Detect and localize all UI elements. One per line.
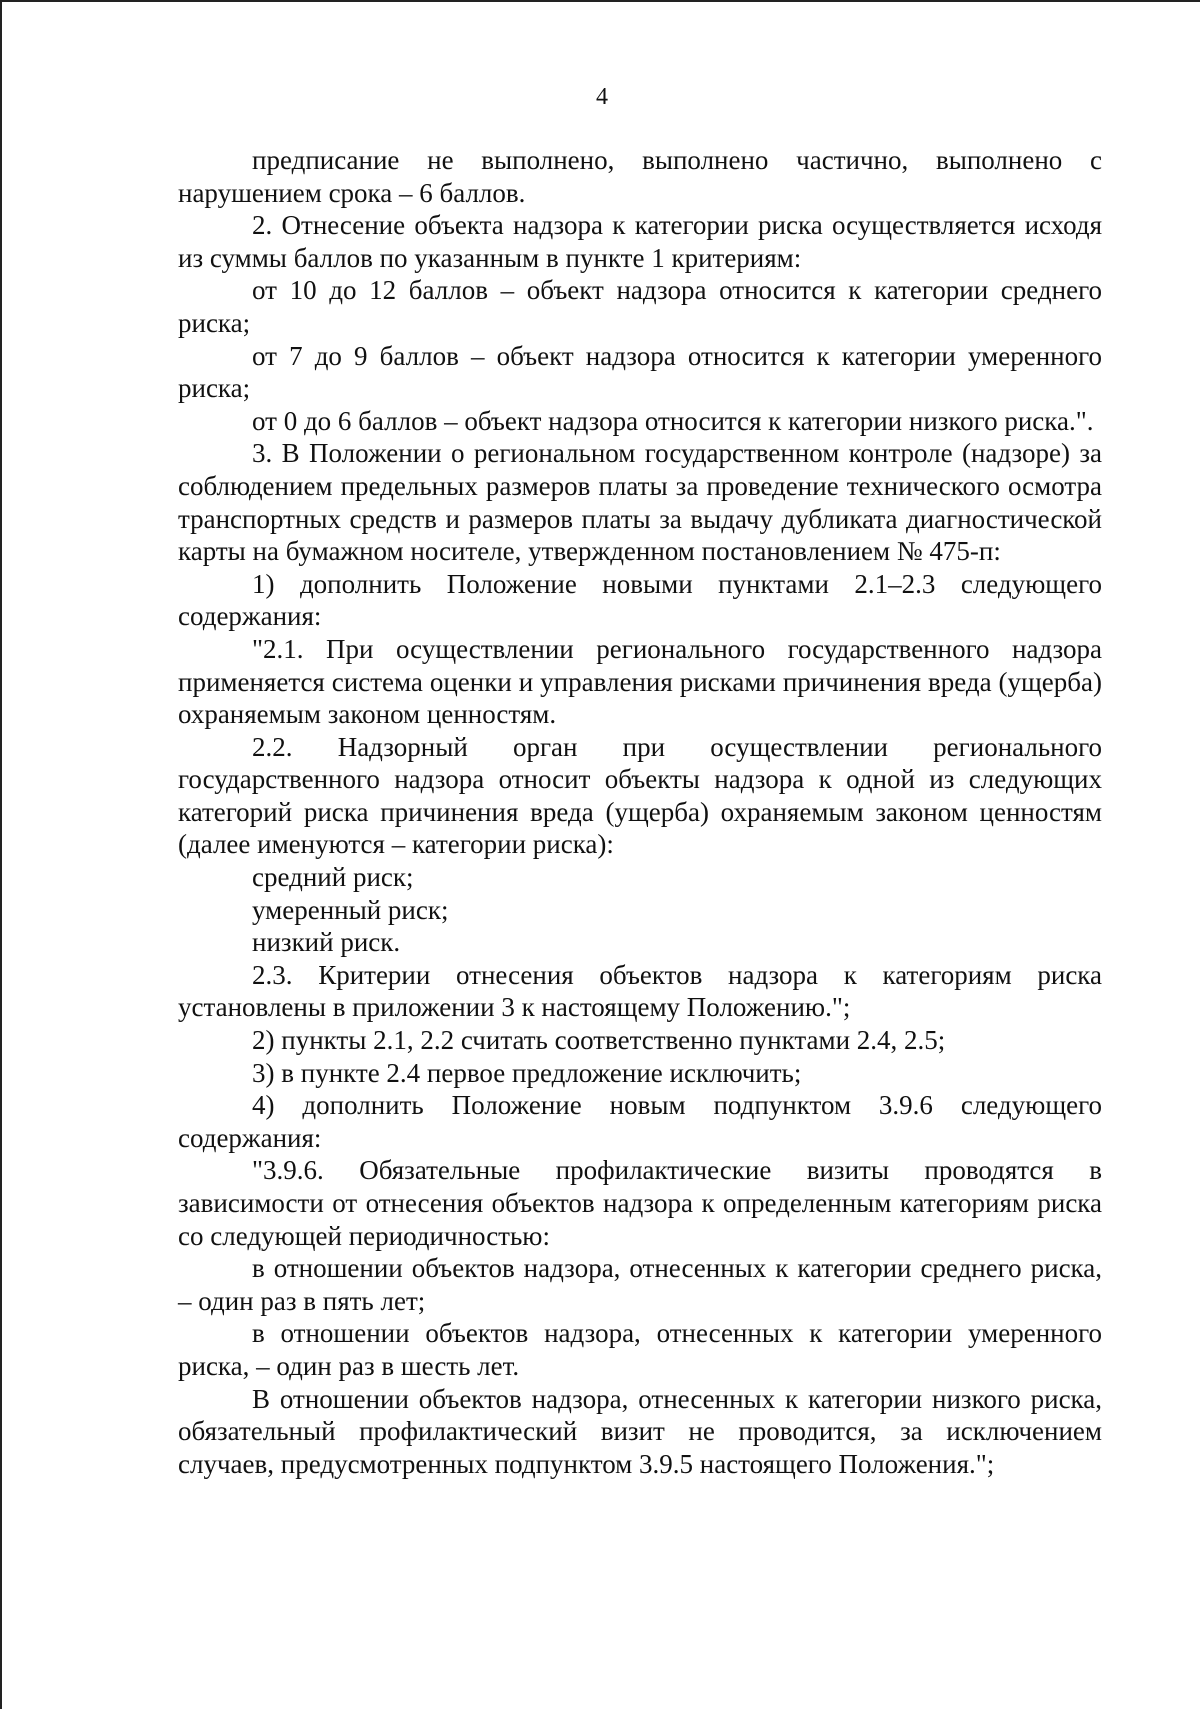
list-item-moderate-risk: умеренный риск; — [252, 894, 449, 925]
paragraph-subitem-2: 2) пункты 2.1, 2.2 считать соответственно пунктами 2.4, 2.5; — [252, 1025, 946, 1056]
document-body — [178, 144, 1102, 1480]
paragraph-item-3: 3. В Положении о региональном государственном контроле (надзоре) за соблюдением предельных размеров платы за проведение технического осмотра транспортных средств и размеров платы за выдачу дубликата диагностической карты на бумажном носителе, утвержденном постановлением № 475-п: — [178, 438, 1102, 567]
paragraph-clause-2-1: "2.1. При осуществлении регионального государственного надзора применяется система оценки и управления рисками причинения вреда (ущерба) охраняемым законом ценностям. — [178, 633, 1102, 730]
paragraph-clause-2-2: 2.2. Надзорный орган при осуществлении регионального государственного надзора относит объекты надзора к одной из следующих категорий риска причинения вреда (ущерба) охраняемым законом ценностям (далее именуются – категории риска): — [178, 731, 1102, 860]
paragraph-continuation-score: предписание не выполнено, выполнено частично, выполнено с нарушением срока – 6 баллов. — [178, 145, 1102, 208]
paragraph-visit-medium: в отношении объектов надзора, отнесенных к категории среднего риска, – один раз в пять лет; — [178, 1253, 1102, 1316]
paragraph-item-2: 2. Отнесение объекта надзора к категории риска осуществляется исходя из суммы баллов по указанным в пункте 1 критериям: — [178, 210, 1102, 273]
paragraph-range-medium: от 10 до 12 баллов – объект надзора относится к категории среднего риска; — [178, 275, 1102, 338]
paragraph-visit-low: В отношении объектов надзора, отнесенных к категории низкого риска, обязательный профилактический визит не проводится, за исключением случаев, предусмотренных подпунктом 3.9.5 настоящего Положения."; — [178, 1383, 1102, 1479]
paragraph-range-low: от 0 до 6 баллов – объект надзора относится к категории низкого риска.". — [252, 405, 1094, 436]
paragraph-subitem-3: 3) в пункте 2.4 первое предложение исключить; — [252, 1057, 802, 1088]
paragraph-visit-moderate: в отношении объектов надзора, отнесенных к категории умеренного риска, – один раз в шесть лет. — [178, 1318, 1102, 1381]
paragraph-subitem-1: 1) дополнить Положение новыми пунктами 2.1–2.3 следующего содержания: — [178, 568, 1102, 632]
list-item-medium-risk: средний риск; — [252, 862, 414, 893]
paragraph-clause-2-3: 2.3. Критерии отнесения объектов надзора к категориям риска установлены в приложении 3 к настоящему Положению."; — [178, 959, 1102, 1023]
paragraph-subitem-4: 4) дополнить Положение новым подпунктом 3.9.6 следующего содержания: — [178, 1090, 1102, 1153]
paragraph-clause-3-9-6: "3.9.6. Обязательные профилактические визиты проводятся в зависимости от отнесения объектов надзора к определенным категориям риска со следующей периодичностью: — [178, 1155, 1102, 1251]
paragraph-range-moderate: от 7 до 9 баллов – объект надзора относится к категории умеренного риска; — [178, 340, 1102, 404]
list-item-low-risk: низкий риск. — [252, 927, 401, 958]
page-number: 4 — [596, 84, 608, 110]
